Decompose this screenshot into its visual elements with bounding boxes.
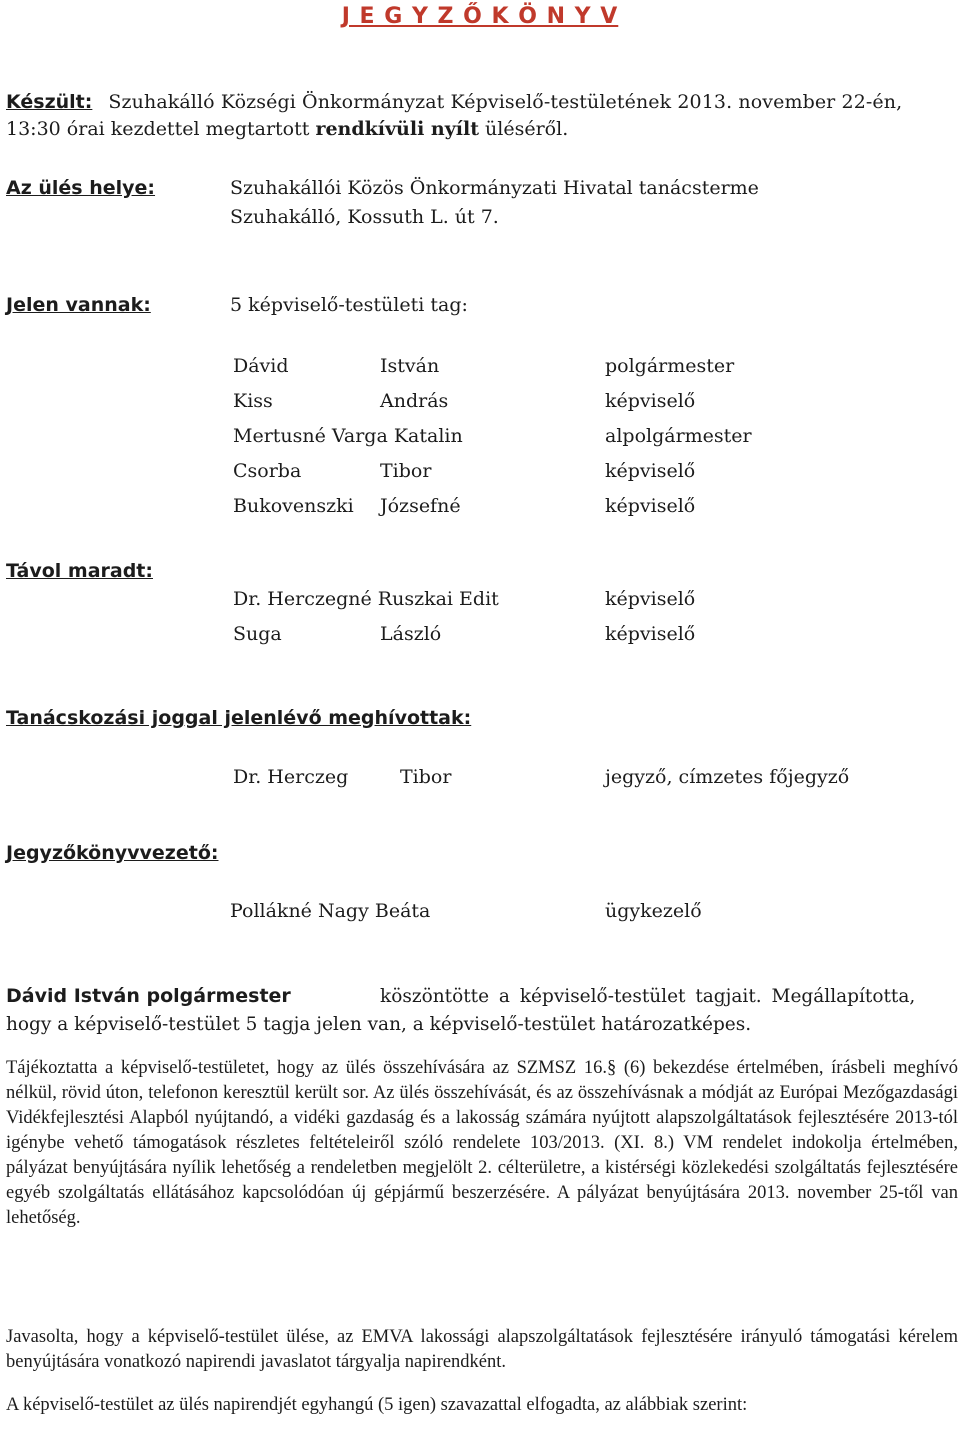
keszult-line2 [6,118,568,140]
paragraph-elfogadta [6,1393,958,1418]
keszult-text-3: üléséről. [485,118,569,140]
mayor-name: Dávid István polgármester [6,985,291,1007]
member-name: Dávid [233,355,289,377]
paragraph-tajekoztatta [6,1056,958,1231]
member-role: képviselő [605,460,696,482]
absent-name-2: László [380,623,442,645]
recorder-name: Pollákné Nagy Beáta [230,900,431,922]
member-row [0,355,960,381]
member-row [0,425,960,451]
ules-helye-label: Az ülés helye: [6,177,156,199]
member-name-2: Tibor [380,460,432,482]
opening-line-2: hogy a képviselő-testület 5 tagja jelen van, a képviselő-testület határozatképes. [6,1014,752,1035]
member-name: Bukovenszki [233,495,354,517]
document-title: J E G Y Z Ő K Ö N Y V [341,4,619,29]
member-name: Mertusné Varga Katalin [233,425,463,447]
invitee-role: jegyző, címzetes főjegyző [605,766,850,788]
keszult-text-1: Szuhakálló Községi Önkormányzat Képviselő-testületének 2013. november 22-én, [108,91,903,113]
member-name-2: István [380,355,440,377]
paragraph-text: Tájékoztatta a képviselő-testületet, hogy az ülés összehívására az SZMSZ 16.§ (6) bekezdése értelmében, írásbeli meghívó nélkül, rövid úton, telefonon keresztül került sor. Az ülés összehívását, és az összehívásnak a módját az Európai Mezőgazdasági Vidékfejlesztési Alapból nyújtandó, a vidéki gazdaság és a lakosság számára nyújtott alapszolgáltatások fejlesztésére 2013-tól igénybe vehető támogatások részletes feltételeiről szóló rendelete 103/2013. (XI. 8.) VM rendelet indokolja értelmében, pályázat benyújtására nyílik lehetőség a rendeletben megjelölt 2. célterületre, a kistérségi közlekedési szolgáltatás fejlesztésére egyéb szolgáltatás ellátásához kapcsolódóan új gépjármű beszerzésére. A pályázat benyújtására 2013. november 25-től van lehetőség. [6,1058,958,1228]
absent-row [0,588,960,614]
absent-role: képviselő [605,588,696,610]
absent-name: Dr. Herczegné Ruszkai Edit [233,588,499,610]
ules-helye-line2: Szuhakálló, Kossuth L. út 7. [230,206,499,228]
paragraph-text: Javasolta, hogy a képviselő-testület ülése, az EMVA lakossági alapszolgáltatások fejlesztésére irányuló támogatási kérelem benyújtására vonatkozó napirendi javaslatot tárgyalja napirendként. [6,1327,958,1372]
member-row [0,495,960,521]
member-role: polgármester [605,355,735,377]
opening-line-text: köszöntötte a képviselő-testület tagjait. Megállapította, [380,986,916,1007]
keszult-label: Készült: [6,91,93,113]
keszult-line1 [6,91,958,113]
member-name-2: András [380,390,449,412]
invitee-row [0,766,960,792]
absent-name: Suga [233,623,282,645]
member-role: képviselő [605,390,696,412]
invitee-name: Dr. Herczeg [233,766,349,788]
member-name-2: Józsefné [380,495,461,517]
paragraph-text: A képviselő-testület az ülés napirendjét egyhangú (5 igen) szavazattal elfogadta, az alábbiak szerint: [6,1395,748,1415]
jelen-vannak-summary: 5 képviselő-testületi tag: [230,294,468,316]
member-name: Csorba [233,460,302,482]
absent-role: képviselő [605,623,696,645]
meghivottak-label: Tanácskozási joggal jelenlévő meghívottak: [6,707,472,729]
ules-helye-line1: Szuhakállói Közös Önkormányzati Hivatal tanácsterme [230,177,759,199]
jegyzokonyvvezeto-label: Jegyzőkönyvvezető: [6,842,219,864]
member-row [0,390,960,416]
tavol-maradt-label: Távol maradt: [6,560,153,582]
jelen-vannak-label: Jelen vannak: [6,294,151,316]
member-role: alpolgármester [605,425,752,447]
recorder-row [0,900,960,926]
member-name: Kiss [233,390,273,412]
keszult-text-2: 13:30 órai kezdettel megtartott [6,118,310,140]
absent-row [0,623,960,649]
member-row [0,460,960,486]
recorder-role: ügykezelő [605,900,702,922]
paragraph-javasolta [6,1325,958,1375]
keszult-meeting-type: rendkívüli nyílt [315,118,479,140]
invitee-name-2: Tibor [400,766,452,788]
member-role: képviselő [605,495,696,517]
